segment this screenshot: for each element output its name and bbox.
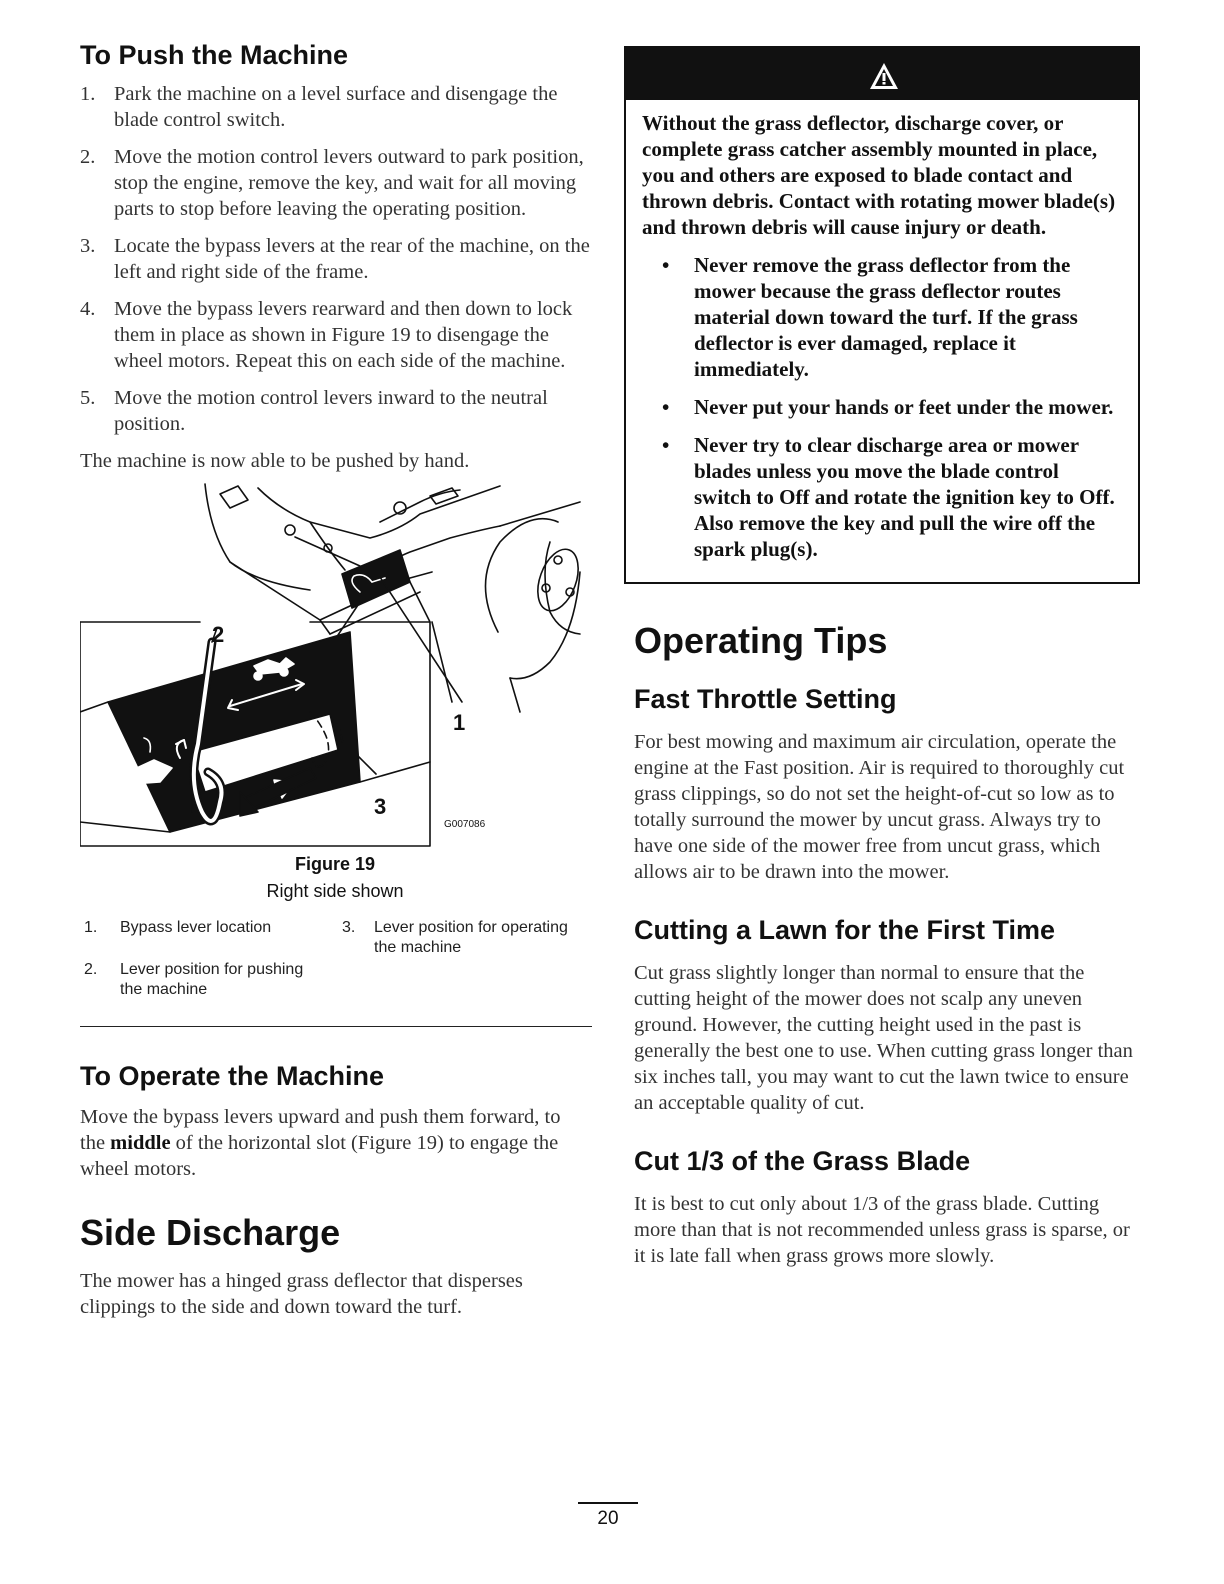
warning-box: [624, 46, 1140, 584]
operate-heading: To Operate the Machine: [80, 1061, 385, 1091]
legend-item: 3. Lever position for operating the machine: [342, 919, 568, 956]
figure-legend: [80, 918, 590, 1008]
push-step: 5. Move the motion control levers inward to the neutral position.: [80, 387, 548, 435]
page-number-rule: [578, 1502, 638, 1504]
warning-bullets: [642, 252, 1118, 562]
push-step: 4. Move the bypass levers rearward and then down to lock them in place as shown in Figure 19 to disengage the wheel motors. Repeat this on each side of the machine.: [80, 298, 573, 372]
figure-code: G007086: [444, 819, 486, 830]
warning-bullet: • Never try to clear discharge area or mower blades unless you move the blade control switch to Off and rotate the ignition key to Off. Also remove the key and pull the wire off the spark plug(s).: [662, 433, 1115, 561]
left-column: [80, 40, 590, 1320]
tip-heading: Cut 1/3 of the Grass Blade: [634, 1146, 971, 1176]
warning-bullet: • Never put your hands or feet under the mower.: [662, 395, 1114, 419]
tips-sections: [634, 684, 1140, 1269]
push-after-text: The machine is now able to be pushed by hand.: [80, 450, 470, 472]
tip-heading: Fast Throttle Setting: [634, 684, 897, 714]
push-steps: [80, 81, 590, 437]
warning-content: [626, 100, 1138, 582]
callout-1: 1: [453, 710, 466, 735]
callout-2: 2: [212, 622, 225, 647]
warning-header: [626, 48, 1138, 100]
push-step: 1. Park the machine on a level surface and disengage the blade control switch.: [80, 83, 558, 131]
operate-text: Move the bypass levers upward and push them forward, to the middle of the horizontal slot (Figure 19) to engage the wheel motors.: [80, 1106, 561, 1180]
page-number: 20: [597, 1508, 619, 1529]
side-discharge-text: The mower has a hinged grass deflector that disperses clippings to the side and down toward the turf.: [80, 1270, 523, 1318]
tip-text: Cut grass slightly longer than normal to ensure that the cutting height of the mower does not scalp any uneven ground. However, the cutting height used in the past is generally the best one to use. When cutting grass longer than six inches tall, you may want to cut the lawn twice to ensure an acceptable quality of cut.: [634, 962, 1133, 1114]
operating-tips-heading: Operating Tips: [634, 620, 888, 661]
push-step: 2. Move the motion control levers outward to park position, stop the engine, remove the key, and wait for all moving parts to stop before leaving the operating position.: [80, 146, 584, 220]
tip-heading: Cutting a Lawn for the First Time: [634, 915, 1056, 945]
warning-bullet: • Never remove the grass deflector from the mower because the grass deflector routes material down toward the turf. If the grass deflector is ever damaged, replace it immediately.: [662, 253, 1078, 381]
section-divider: [80, 1026, 592, 1027]
tip-text: For best mowing and maximum air circulation, operate the engine at the Fast position. Air is required to thoroughly cut grass clippings, so do not set the height-of-cut so low as to totally surround the mower by uncut grass. Always try to have one side of the mower free from uncut grass, which allows air to be drawn into the mower.: [634, 731, 1125, 883]
figure-subtitle: Right side shown: [266, 881, 404, 901]
callout-3: 3: [374, 794, 387, 819]
warning-intro: Without the grass deflector, discharge cover, or complete grass catcher assembly mounted in place, you and others are exposed to blade contact and thrown debris. Contact with rotating mower blade(s) and thrown debris will cause injury or death.: [642, 111, 1116, 239]
side-discharge-heading: Side Discharge: [80, 1212, 341, 1253]
figure-title: Figure 19: [294, 854, 376, 874]
tip-text: It is best to cut only about 1/3 of the grass blade. Cutting more than that is not recommended unless grass is sparse, or it is late fall when grass grows more slowly.: [634, 1193, 1130, 1267]
legend-item: 1. Bypass lever location: [84, 919, 272, 936]
push-step: 3. Locate the bypass levers at the rear of the machine, on the left and right side of the frame.: [80, 235, 590, 283]
figure-19-illustration: [80, 482, 590, 862]
bypass-lever-drawing: [80, 482, 590, 862]
right-column: [624, 46, 1140, 1269]
push-heading: To Push the Machine: [80, 40, 349, 70]
warning-triangle-icon: [869, 62, 899, 90]
legend-item: 2. Lever position for pushing the machine: [84, 961, 304, 998]
